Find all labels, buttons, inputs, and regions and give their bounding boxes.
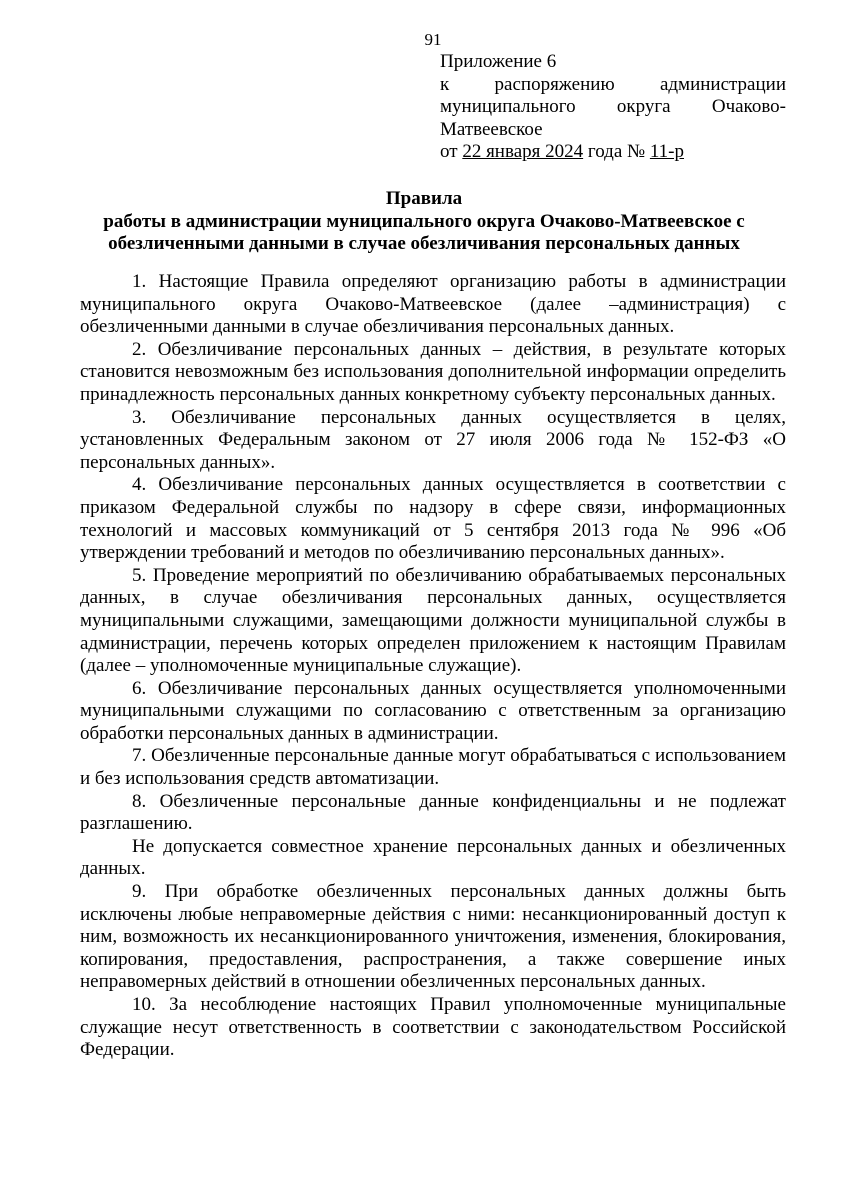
title-subheading: работы в администрации муниципального округа Очаково-Матвеевское с обезличенными данными в случае обезличивания персональных данных bbox=[103, 210, 745, 254]
paragraph: 6. Обезличивание персональных данных осуществляется уполномоченными муниципальными служащими по согласованию с ответственным за организацию обработки персональных данных в администрации. bbox=[80, 677, 786, 744]
date-suffix: года bbox=[583, 141, 627, 162]
document-number: 11-р bbox=[649, 141, 685, 162]
paragraph: 7. Обезличенные персональные данные могут обрабатываться с использованием и без использования средств автоматизации. bbox=[80, 745, 786, 790]
paragraph: 9. При обработке обезличенных персональных данных должны быть исключены любые неправомерные действия с ними: несанкционированный доступ к ним, возможность их несанкционированного уничтожения, изменения, блокирования, копирования, предоставления, распространения, а также совершение иных неправомерных действий в отношении обезличенных персональных данных. bbox=[80, 881, 786, 993]
paragraph: Не допускается совместное хранение персональных данных и обезличенных данных. bbox=[80, 835, 786, 880]
paragraph: 3. Обезличивание персональных данных осуществляется в целях, установленных Федеральным законом от 27 июля 2006 года № 152-ФЗ «О персональных данных». bbox=[80, 406, 786, 473]
page-number: 91 bbox=[424, 30, 442, 49]
paragraph: 1. Настоящие Правила определяют организацию работы в администрации муниципального округа Очаково-Матвеевское (далее –администрация) с обезличенными данными в случае обезличивания персональных данных. bbox=[80, 271, 786, 338]
paragraph: 10. За несоблюдение настоящих Правил уполномоченные муниципальные служащие несут ответственность в соответствии с законодательством Российской Федерации. bbox=[80, 994, 786, 1061]
number-prefix: № bbox=[627, 141, 650, 162]
appendix-title: Приложение 6 bbox=[440, 51, 557, 72]
document-title bbox=[60, 188, 788, 256]
title-heading: Правила bbox=[385, 188, 463, 209]
paragraph: 8. Обезличенные персональные данные конфиденциальны и не подлежат разглашению. bbox=[80, 790, 786, 835]
appendix-block bbox=[440, 51, 786, 164]
date-prefix: от bbox=[440, 141, 463, 162]
paragraph: 2. Обезличивание персональных данных – действия, в результате которых становится невозможным без использования дополнительной информации определить принадлежность персональных данных конкретному субъекту персональных данных. bbox=[80, 338, 786, 405]
appendix-reference: к распоряжению администрации муниципального округа Очаково-Матвеевское bbox=[440, 73, 786, 140]
appendix-date-line bbox=[440, 141, 786, 164]
paragraph: 5. Проведение мероприятий по обезличиванию обрабатываемых персональных данных, в случае обезличивания персональных данных, осуществляется муниципальными служащими, замещающими должности муниципальной службы в администрации, перечень которых определен приложением к настоящим Правилам (далее – уполномоченные муниципальные служащие). bbox=[80, 564, 786, 677]
paragraph: 4. Обезличивание персональных данных осуществляется в соответствии с приказом Федеральной службы по надзору в сфере связи, информационных технологий и массовых коммуникаций от 5 сентября 2013 года № 996 «Об утверждении требований и методов по обезличиванию персональных данных». bbox=[80, 474, 786, 564]
document-date: 22 января 2024 bbox=[462, 141, 584, 162]
document-body bbox=[80, 271, 786, 1062]
